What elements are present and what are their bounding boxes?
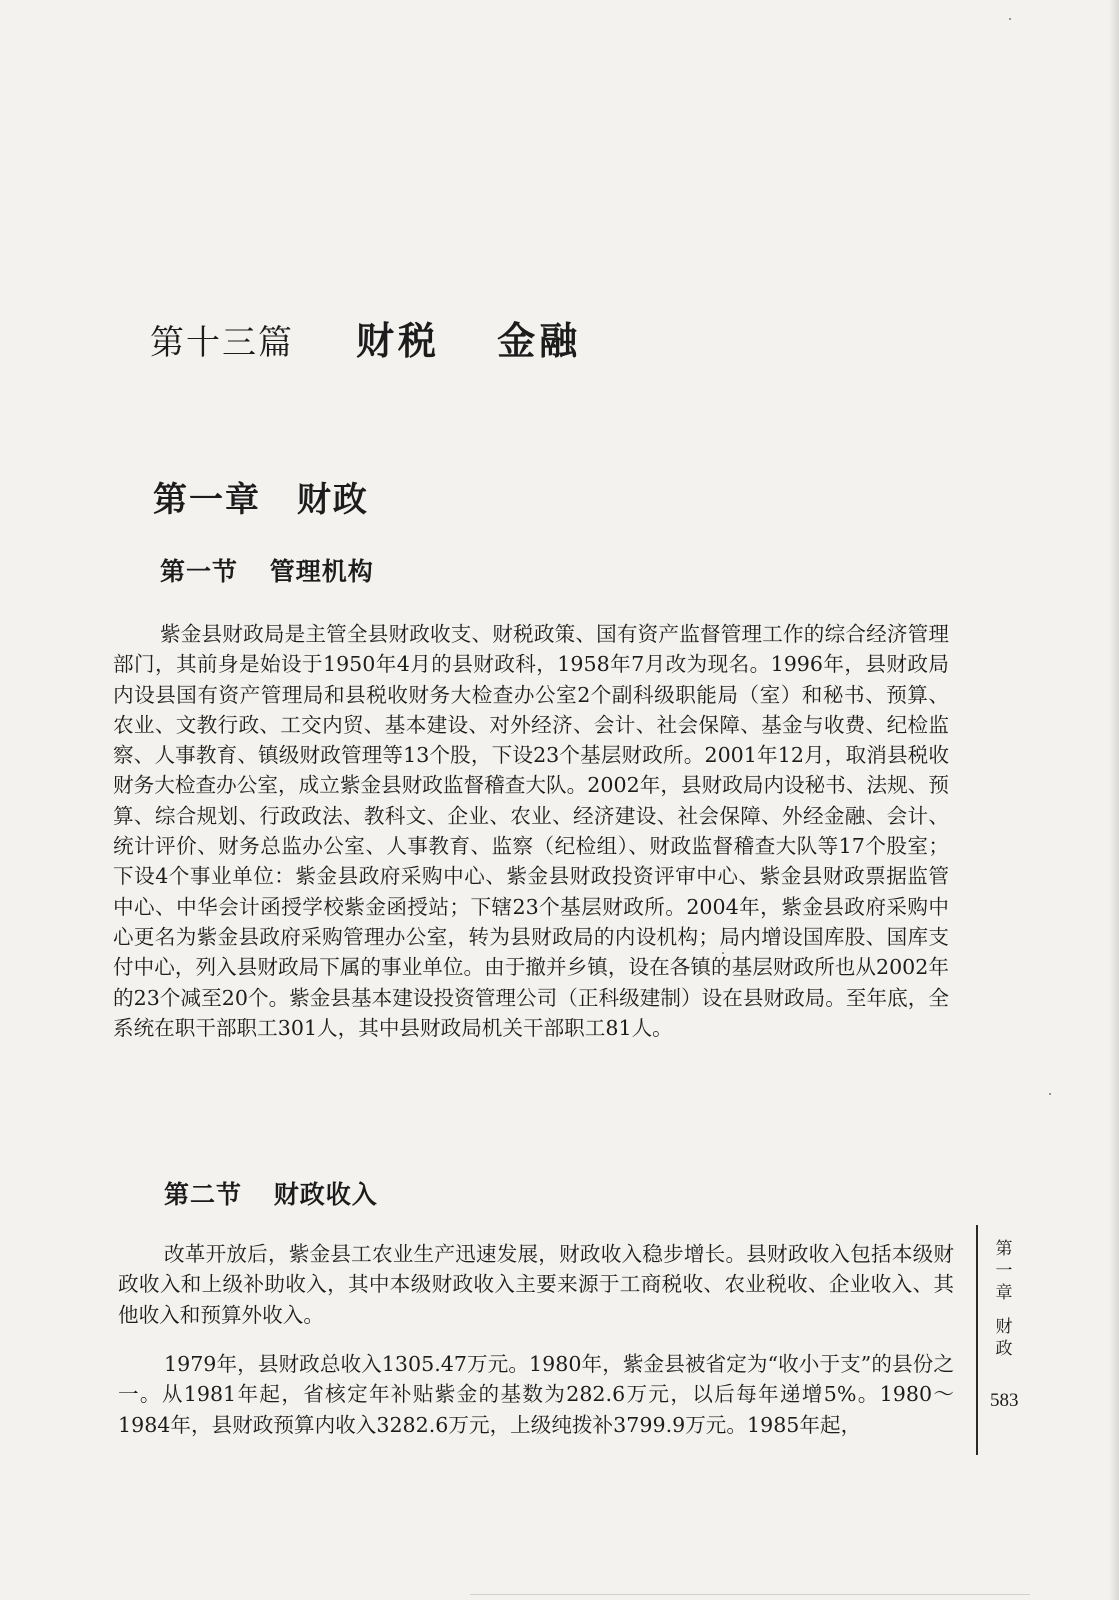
scan-speck [1049,1093,1051,1095]
scan-speck [722,952,724,954]
margin-divider [976,1225,978,1455]
paragraph-revenue-1979: 1979年，县财政总收入1305.47万元。1980年，紫金县被省定为“收小于支”的县份之一。从1981年起，省核定年补贴紫金的基数为282.6万元，以后每年递增5%。1980～1984年，县财政预算内收入3282.6万元，上级纯拨补3799.9万元。1985年起， [118,1352,954,1437]
paragraph-revenue-intro: 改革开放后，紫金县工农业生产迅速发展，财政收入稳步增长。县财政收入包括本级财政收入和上级补助收入，其中本级财政收入主要来源于工商税收、农业税收、企业收入、其他收入和预算外收入。 [118,1242,954,1327]
scan-bottom-line [470,1594,1030,1595]
part-heading [150,310,581,365]
section-title-revenue: 第二节 财政收入 [164,1180,378,1209]
page-edge-shadow [1109,0,1119,1600]
page-number: 583 [990,1390,1019,1411]
paragraph-management: 紫金县财政局是主管全县财政收支、财税政策、国有资产监督管理工作的综合经济管理部门，其前身是始设于1950年4月的县财政科，1958年7月改为现名。1996年，县财政局内设县国有资产管理局和县税收财务大检查办公室2个副科级职能局（室）和秘书、预算、农业、文教行政、工交内贸、基本建设、对外经济、会计、社会保障、基金与收费、纪检监察、人事教育、镇级财政管理等13个股，下设23个基层财政所。2001年12月，取消县税收财务大检查办公室，成立紫金县财政监督稽查大队。2002年，县财政局内设秘书、法规、预算、综合规划、行政政法、教科文、企业、农业、经济建设、社会保障、外经金融、会计、统计评价、财务总监办公室、人事教育、监察（纪检组）、财政监督稽查大队等17个股室；下设4个事业单位：紫金县政府采购中心、紫金县财政投资评审中心、紫金县财政票据监管中心、中华会计函授学校紫金函授站；下辖23个基层财政所。2004年，紫金县政府采购中心更名为紫金县政府采购管理办公室，转为县财政局的内设机构；局内增设国库股、国库支付中心，列入县财政局下属的事业单位。由于撤并乡镇，设在各镇的基层财政所也从2002年的23个减至20个。紫金县基本建设投资管理公司（正科级建制）设在县财政局。至年底，全系统在职干部职工301人，其中县财政局机关干部职工81人。 [113,622,949,1040]
section-title-management: 第一节 管理机构 [160,557,374,586]
part-name: 财税 金融 [356,318,582,363]
running-head-title: 财政 [995,1317,1013,1359]
scan-speck [1009,18,1011,20]
running-head [993,1238,1015,1360]
running-head-chapter: 第一章 [995,1239,1013,1303]
part-number: 第十三篇 [150,323,294,363]
chapter-title: 第一章 财政 [153,480,369,520]
